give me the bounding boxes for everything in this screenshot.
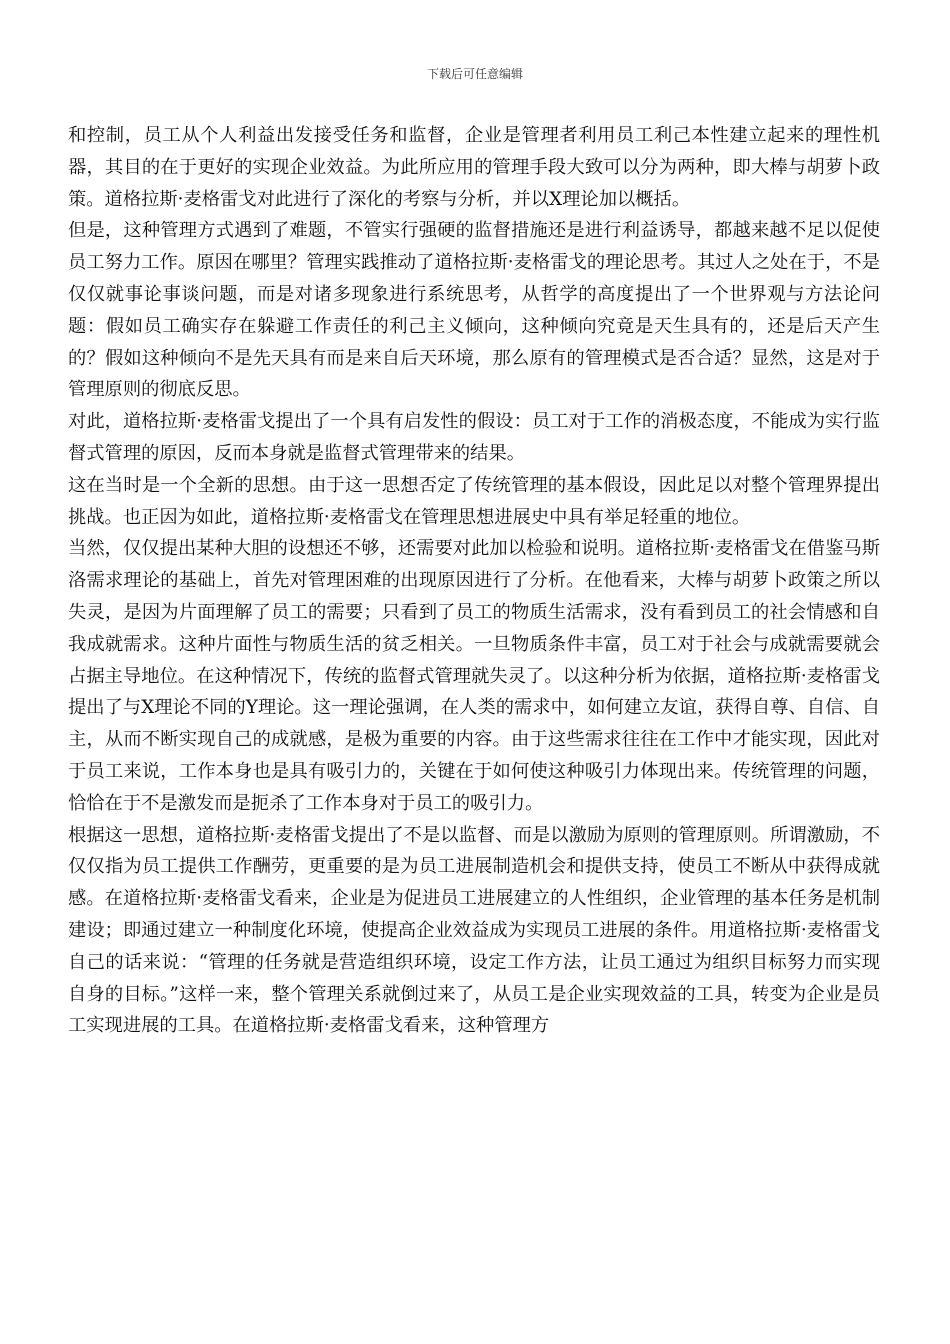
paragraph-4: 这在当时是一个全新的思想。由于这一思想否定了传统管理的基本假设，因此足以对整个管理界提出挑战。也正因为如此，道格拉斯·麦格雷戈在管理思想进展史中具有举足轻重的地位。	[68, 474, 880, 528]
paragraph-3: 对此，道格拉斯·麦格雷戈提出了一个具有启发性的假设：员工对于工作的消极态度，不能成为实行监督式管理的原因，反而本身就是监督式管理带来的结果。	[68, 411, 880, 464]
page-header: 下载后可任意编辑	[426, 67, 523, 81]
paragraph-6: 根据这一思想，道格拉斯·麦格雷戈提出了不是以监督、而是以激励为原则的管理原则。所谓激励，不仅仅指为员工提供工作酬劳，更重要的是为员工进展制造机会和提供支持，使员工不断从中获得成就感。在道格拉斯·麦格雷戈看来，企业是为促进员工进展建立的人性组织，企业管理的基本任务是机制建设；即通过建立一种制度化环境，使提高企业效益成为实现员工进展的条件。用道格拉斯·麦格雷戈自己的话来说：“管理的任务就是营造组织环境，设定工作方法，让员工通过为组织目标努力而实现自身的目标。”这样一来，整个管理关系就倒过来了，从员工是企业实现效益的工具，转变为企业是员工实现进展的工具。在道格拉斯·麦格雷戈看来，这种管理方	[68, 824, 880, 1037]
paragraph-2: 但是，这种管理方式遇到了难题，不管实行强硬的监督措施还是进行利益诱导，都越来越不足以促使员工努力工作。原因在哪里？管理实践推动了道格拉斯·麦格雷戈的理论思考。其过人之处在于，不是仅仅就事论事谈问题，而是对诸多现象进行系统思考，从哲学的高度提出了一个世界观与方法论问题：假如员工确实存在躲避工作责任的利己主义倾向，这种倾向究竟是天生具有的，还是后天产生的？假如这种倾向不是先天具有而是来自后天环境，那么原有的管理模式是否合适？显然，这是对于管理原则的彻底反思。	[68, 220, 880, 401]
paragraph-1: 和控制，员工从个人利益出发接受任务和监督，企业是管理者利用员工利己本性建立起来的理性机器，其目的在于更好的实现企业效益。为此所应用的管理手段大致可以分为两种，即大棒与胡萝卜政策。道格拉斯·麦格雷戈对此进行了深化的考察与分析，并以X理论加以概括。	[68, 125, 880, 210]
document-body	[68, 120, 880, 1042]
paragraph-5: 当然，仅仅提出某种大胆的设想还不够，还需要对此加以检验和说明。道格拉斯·麦格雷戈在借鉴马斯洛需求理论的基础上，首先对管理困难的出现原因进行了分析。在他看来，大棒与胡萝卜政策之所以失灵，是因为片面理解了员工的需要；只看到了员工的物质生活需求，没有看到员工的社会情感和自我成就需求。这种片面性与物质生活的贫乏相关。一旦物质条件丰富，员工对于社会与成就需要就会占据主导地位。在这种情况下，传统的监督式管理就失灵了。以这种分析为依据，道格拉斯·麦格雷戈提出了与X理论不同的Y理论。这一理论强调，在人类的需求中，如何建立友谊，获得自尊、自信、自主，从而不断实现自己的成就感，是极为重要的内容。由于这些需求往往在工作中才能实现，因此对于员工来说，工作本身也是具有吸引力的，关键在于如何使这种吸引力体现出来。传统管理的问题，恰恰在于不是激发而是扼杀了工作本身对于员工的吸引力。	[68, 538, 880, 814]
